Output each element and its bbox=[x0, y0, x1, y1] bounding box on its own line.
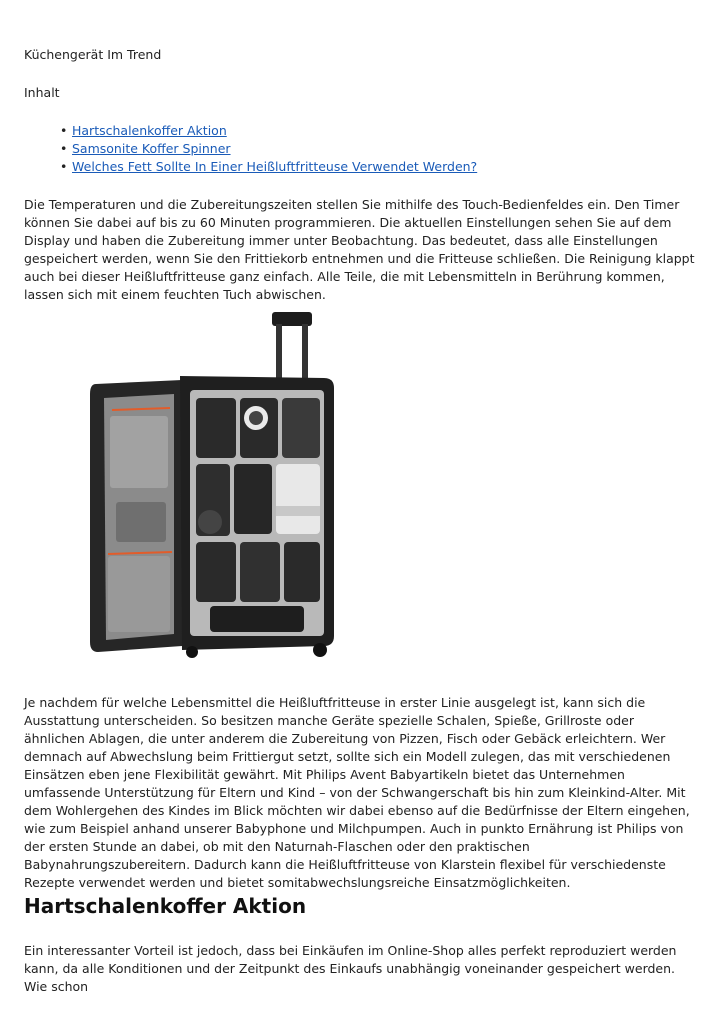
toc-link-hartschalenkoffer[interactable]: Hartschalenkoffer Aktion bbox=[72, 123, 227, 138]
toc-link-samsonite[interactable]: Samsonite Koffer Spinner bbox=[72, 141, 231, 156]
toc-item bbox=[60, 158, 477, 176]
site-title: Küchengerät Im Trend bbox=[24, 47, 162, 62]
paragraph-ausstattung: Je nachdem für welche Lebensmittel die Heißluftfritteuse in erster Linie ausgelegt ist, kann sich die Ausstattung unterscheiden. So besitzen manche Geräte spezielle Schalen, Spieße, Grillroste oder ähnlichen Ablagen, die unter anderem die Zubereitung von Pizzen, Fisch oder Gebäck erleichtern. Wer demnach auf Abwechslung beim Frittiergut setzt, sollte sich ein Modell zulegen, das mit verschiedenen Einsätzen eben jene Flexibilität gewährt. Mit Philips Avent Babyartikeln bietet das Unternehmen umfassende Unterstützung für Eltern und Kind – von der Schwangerschaft bis hin zum Kleinkind-Alter. Mit dem Wohlergehen des Kindes im Blick möchten wir dabei ebenso auf die Bedürfnisse der Eltern eingehen, wie zum Beispiel anhand unserer Babyphone und Milchpumpen. Auch in punkto Ernährung ist Philips von der ersten Stunde an dabei, ob mit den Naturnah-Flaschen oder den praktischen Babynahrungszubereitern. Dadurch kann die Heißluftfritteuse von Klarstein flexibel für verschiedenste Rezepte verwendet werden und bietet somitabwechslungsreiche Einsatzmöglichkeiten. bbox=[24, 695, 690, 890]
toc-link-fett[interactable]: Welches Fett Sollte In Einer Heißluftfritteuse Verwendet Werden? bbox=[72, 159, 478, 174]
section-heading: Hartschalenkoffer Aktion bbox=[24, 894, 307, 918]
toc-heading: Inhalt bbox=[24, 85, 60, 100]
toc-item bbox=[60, 140, 477, 158]
table-of-contents bbox=[60, 122, 477, 176]
suitcase-photo bbox=[24, 306, 386, 674]
toc-item bbox=[60, 122, 477, 140]
paragraph-online-shop: Ein interessanter Vorteil ist jedoch, dass bei Einkäufen im Online-Shop alles perfekt reproduziert werden kann, da alle Konditionen und der Zeitpunkt des Einkaufs unabhängig voneinander gespeichert werden. Wie schon bbox=[24, 943, 677, 994]
paragraph-intro: Die Temperaturen und die Zubereitungszeiten stellen Sie mithilfe des Touch-Bedienfeldes ein. Den Timer können Sie dabei auf bis zu 60 Minuten programmieren. Die aktuellen Einstellungen sehen Sie auf dem Display und haben die Zubereitung immer unter Beobachtung. Das bedeutet, dass alle Einstellungen gespeichert werden, wenn Sie den Frittiekorb entnehmen und die Fritteuse schließen. Die Reinigung klappt auch bei dieser Heißluftfritteuse ganz einfach. Alle Teile, die mit Lebensmitteln in Berührung kommen, lassen sich mit einem feuchten Tuch abwischen. bbox=[24, 197, 695, 302]
